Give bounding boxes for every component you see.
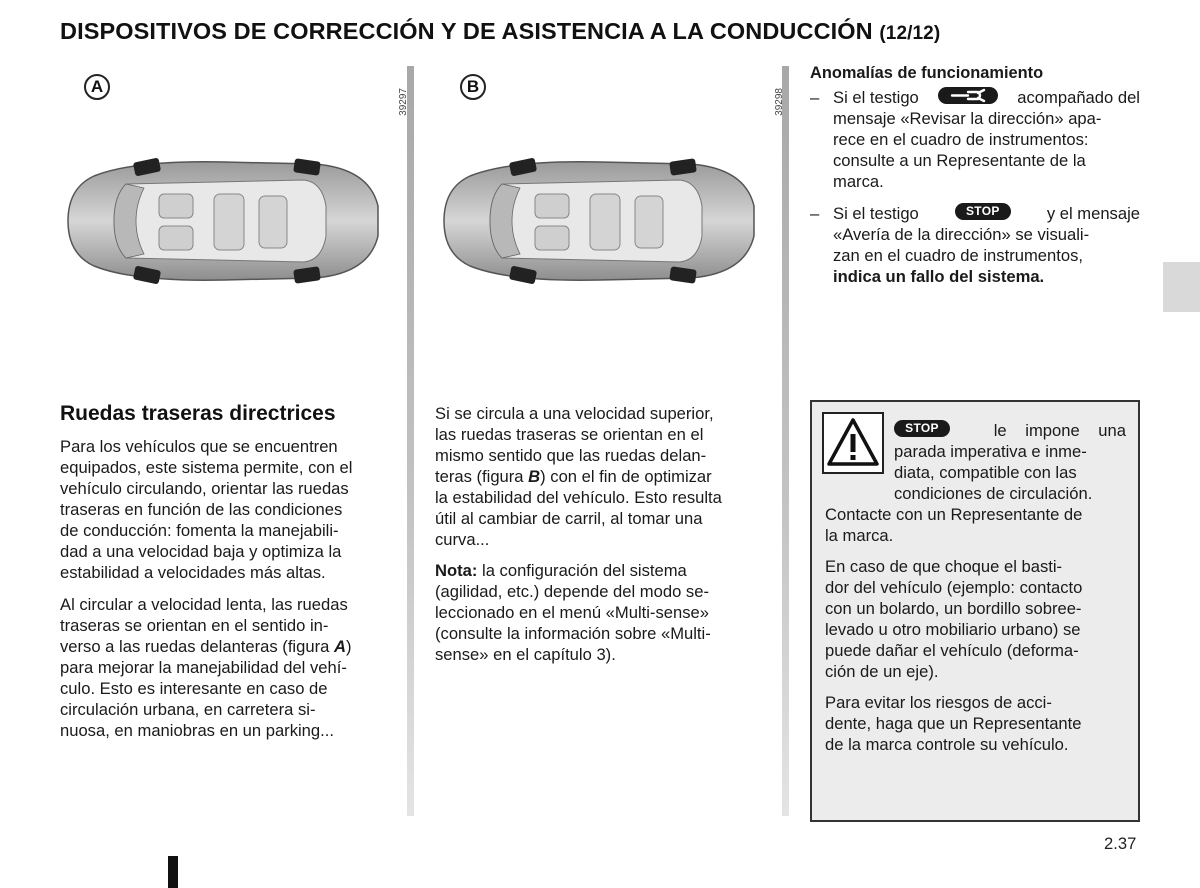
note-label: Nota: xyxy=(435,561,478,580)
chapter-tab-marker xyxy=(1163,262,1200,312)
text-fragment: la configuración del sistema xyxy=(477,561,687,580)
text-fragment: ) xyxy=(345,637,352,656)
figure-a xyxy=(64,66,409,306)
section-heading: Ruedas traseras directrices xyxy=(60,402,336,425)
text-fragment: Si el testigo xyxy=(833,88,919,107)
text-line: traseras en función de las condiciones xyxy=(60,500,343,519)
figure-a-letter: A xyxy=(84,74,110,100)
text-line: nuosa, en maniobras en un parking... xyxy=(60,721,334,740)
text-line: dente, haga que un Representante xyxy=(825,714,1082,733)
stop-warning-icon: STOP xyxy=(894,420,950,437)
anomalies-heading: Anomalías de funcionamiento xyxy=(810,64,1044,82)
text-fragment: verso a las ruedas delanteras (figura xyxy=(60,637,334,656)
anomaly-item-1 xyxy=(810,87,1140,192)
text-line: de conducción: fomenta la manejabili- xyxy=(60,521,339,540)
text-line: marca. xyxy=(833,172,884,191)
figure-ref-a: A xyxy=(333,637,346,656)
text-line: Al circular a velocidad lenta, las ruedas xyxy=(60,595,348,614)
left-paragraph-2 xyxy=(60,594,390,741)
warning-top-text xyxy=(894,420,1126,504)
text-line xyxy=(435,466,765,487)
text-line: Para evitar los riesgos de acci- xyxy=(825,693,1052,712)
page-title-suffix: (12/12) xyxy=(879,23,941,44)
text-fragment: y el mensaje xyxy=(1046,204,1140,223)
text-line: En caso de que choque el basti- xyxy=(825,557,1063,576)
warning-paragraph-1 xyxy=(825,504,1127,546)
text-line: equipados, este sistema permite, con el xyxy=(60,458,353,477)
text-line: dor del vehículo (ejemplo: contacto xyxy=(825,578,1083,597)
text-fragment: ) con el fin de optimizar xyxy=(540,467,712,486)
text-line: condiciones de circulación. xyxy=(894,484,1093,503)
text-line: leccionado en el menú «Multi-sense» xyxy=(435,603,709,622)
text-fragment: acompañado del xyxy=(1017,88,1140,107)
text-line: «Avería de la dirección» se visuali- xyxy=(833,225,1090,244)
text-line: (agilidad, etc.) depende del modo se- xyxy=(435,582,709,601)
text-line: curva... xyxy=(435,530,490,549)
text-line: culo. Esto es interesante en caso de xyxy=(60,679,328,698)
column-divider-right xyxy=(782,66,789,816)
text-line: (consulte la información sobre «Multi- xyxy=(435,624,711,643)
text-line: dad a una velocidad baja y optimiza la xyxy=(60,542,342,561)
car-top-view-icon xyxy=(440,146,760,296)
stop-warning-icon: STOP xyxy=(955,203,1011,220)
text-line: Contacte con un Representante de xyxy=(825,505,1083,524)
figure-b-letter: B xyxy=(460,74,486,100)
column-divider-left xyxy=(407,66,414,816)
warning-box xyxy=(810,400,1140,822)
figure-b xyxy=(440,66,785,306)
text-line: vehículo circulando, orientar las ruedas xyxy=(60,479,349,498)
text-line: zan en el cuadro de instrumentos, xyxy=(833,246,1083,265)
text-line: Para los vehículos que se encuentren xyxy=(60,437,338,456)
text-line: mensaje «Revisar la dirección» apa- xyxy=(833,109,1102,128)
left-paragraph-1 xyxy=(60,436,390,583)
warning-paragraph-3 xyxy=(825,692,1127,755)
text-line: puede dañar el vehículo (deforma- xyxy=(825,641,1079,660)
bold-text: indica un fallo del sistema. xyxy=(833,267,1045,286)
text-line: estabilidad a velocidades más altas. xyxy=(60,563,326,582)
text-line: mismo sentido que las ruedas delan- xyxy=(435,446,707,465)
text-line: diata, compatible con las xyxy=(894,463,1077,482)
text-fragment: Si el testigo xyxy=(833,204,919,223)
text-line: parada imperativa e inme- xyxy=(894,442,1087,461)
text-line: Si se circula a una velocidad superior, xyxy=(435,404,714,423)
page-title-text: DISPOSITIVOS DE CORRECCIÓN Y DE ASISTENCIA A LA CONDUCCIÓN xyxy=(60,18,873,44)
figure-a-ref: 39297 xyxy=(398,88,409,116)
text-line xyxy=(833,266,1140,287)
middle-note xyxy=(435,560,765,665)
dash: – xyxy=(810,204,820,223)
page-title xyxy=(60,18,1160,45)
text-line: para mejorar la manejabilidad del vehí- xyxy=(60,658,347,677)
text-line xyxy=(60,636,390,657)
text-line: la marca. xyxy=(825,526,894,545)
text-line: sense» en el capítulo 3). xyxy=(435,645,616,664)
steering-warning-icon xyxy=(938,87,998,104)
text-line: rece en el cuadro de instrumentos: xyxy=(833,130,1089,149)
text-line: útil al cambiar de carril, al tomar una xyxy=(435,509,703,528)
text-line xyxy=(435,560,765,581)
middle-paragraph-1 xyxy=(435,403,765,550)
text-fragment: teras (figura xyxy=(435,467,529,486)
text-fragment: le impone una xyxy=(993,421,1126,440)
text-line xyxy=(833,87,1140,108)
text-line: de la marca controle su vehículo. xyxy=(825,735,1069,754)
text-line: consulte a un Representante de la xyxy=(833,151,1086,170)
dash: – xyxy=(810,88,820,107)
text-line: levado u otro mobiliario urbano) se xyxy=(825,620,1081,639)
text-line: las ruedas traseras se orientan en el xyxy=(435,425,704,444)
anomaly-item-2 xyxy=(810,203,1140,287)
figure-ref-b: B xyxy=(528,467,541,486)
warning-triangle-icon xyxy=(822,412,884,474)
text-line xyxy=(833,203,1140,224)
text-line xyxy=(894,420,1126,441)
figure-b-ref: 39298 xyxy=(774,88,785,116)
text-line: la estabilidad del vehículo. Esto resulta xyxy=(435,488,722,507)
crop-mark xyxy=(168,856,178,888)
text-line: traseras se orientan en el sentido in- xyxy=(60,616,329,635)
car-top-view-icon xyxy=(64,146,384,296)
text-line: con un bolardo, un bordillo sobree- xyxy=(825,599,1082,618)
page-number: 2.37 xyxy=(1104,834,1137,853)
warning-paragraph-2 xyxy=(825,556,1127,682)
text-line: circulación urbana, en carretera si- xyxy=(60,700,316,719)
text-line: ción de un eje). xyxy=(825,662,939,681)
